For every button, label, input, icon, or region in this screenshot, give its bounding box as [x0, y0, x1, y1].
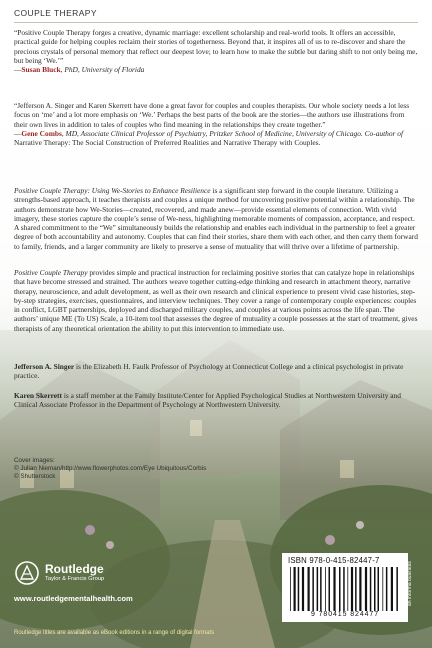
- credit-line: © Julian Nieman/http://www.flowerphotos.com/Eye Ubiquitous/Corbis: [14, 465, 207, 472]
- routledge-logo-icon: [14, 560, 40, 586]
- description-paragraph-1: [14, 186, 418, 251]
- publisher-group: Taylor & Francis Group: [45, 576, 105, 582]
- series-label: COUPLE THERAPY: [14, 8, 97, 18]
- endorsement-attribution: —Gene Combs, MD, Associate Clinical Professor of Psychiatry, Pritzker School of Medicine, University of Chicago. Co-author of Narrative Therapy: The Social Construction of Preferred Realities and Narrative Therapy with Couples.: [14, 128, 404, 148]
- author-name: Karen Skerrett: [14, 391, 62, 400]
- credits-heading: Cover images:: [14, 457, 55, 464]
- author-bio-singer: [14, 362, 418, 381]
- imprint-note: an informa business: [407, 561, 413, 606]
- endorsement-attribution: —Susan Bluck, PhD, University of Florida: [14, 65, 145, 75]
- book-title-short: Positive Couple Therapy: [14, 268, 88, 277]
- description-paragraph-2: [14, 268, 418, 333]
- endorser-affiliation: , MD, Associate Clinical Professor of Psychiatry, Pritzker School of Medicine, University of Chicago. Co-author of: [61, 128, 404, 138]
- author-bio-text: is the Elizabeth H. Faulk Professor of Psychology at Connecticut College and a clinical psychologist in private practice.: [14, 362, 404, 381]
- barcode-digits: 9 780415 824477: [311, 611, 379, 618]
- endorser-works: Narrative Therapy: The Social Construction of Preferred Realities and Narrative Therapy with Couples.: [14, 138, 321, 148]
- author-name: Jefferson A. Singer: [14, 362, 75, 371]
- endorsement-combs: [14, 101, 418, 147]
- cover-image-credits: [14, 457, 206, 481]
- publisher-website[interactable]: www.routledgementalhealth.com: [14, 594, 133, 603]
- endorsement-bluck: [14, 28, 418, 74]
- publisher-logo: [14, 560, 104, 586]
- description-text: is a significant step forward in the couple literature. Utilizing a strengths-based approach, it teaches therapists and couples a unique method for uncovering positive potential within a relationship. The authors demonstrate how We-Stories—created, recovered, and made anew—provide essential elements of connection. With vivid imagery, these stories capture the couple’s sense of We-ness, highlighting memorable moments of compassion, acceptance, and respect. A shared commitment to the “We” simultaneously builds the relationship and enables each individual in the partnership to feel a greater degree of both accountability and autonomy. Couples that can find their stories, share them with each other, and then carry them forward to family, friends, and a larger community are likely to preserve a sense of mutuality that will thrive over a lifetime of partnership.: [14, 186, 418, 251]
- barcode-icon: [288, 567, 402, 611]
- ebook-footnote: Routledge titles are available as eBook editions in a range of digital formats: [14, 630, 215, 636]
- author-bio-skerrett: [14, 391, 418, 410]
- author-bio-text: is a staff member at the Family Institute/Center for Applied Psychological Studies at Northwestern University and Clinical Associate Professor in the Department of Psychology at Northwestern University.: [14, 391, 401, 410]
- endorser-name: Gene Combs: [21, 128, 62, 138]
- header-rule: [14, 22, 418, 23]
- isbn-label: ISBN 978-0-415-82447-7: [288, 556, 380, 565]
- credit-line: © Shutterstock: [14, 473, 56, 480]
- endorsement-text: “Jefferson A. Singer and Karen Skerrett have done a great favor for couples and couples therapists. Our whole society needs a lot less focus on ‘me’ and a lot more emphasis on ‘We.’ Perhaps the best parts of the book are the stories—the authors use illustrations from their own lives in addition to tales of couples who find meaning in the relationships they create together.”: [14, 101, 410, 129]
- book-title: Positive Couple Therapy: Using We-Stories to Enhance Resilience: [14, 186, 211, 195]
- endorser-affiliation: , PhD, University of Florida: [60, 65, 145, 75]
- endorsement-text: “Positive Couple Therapy forges a creative, dynamic marriage: excellent scholarship and real-world tools. It offers an accessible, practical guide for helping couples reclaim their stories of togetherness. Beyond that, it inspires all of us to re-discover and share the precious crystals of personal memory that reflect our deepest love; to learn how to make the subtle but daring shift to not only being me, but being ‘We.’”: [14, 28, 418, 65]
- description-text: provides simple and practical instruction for reclaiming positive stories that can catalyze hope in relationships that have become stressed and strained. The authors weave together cutting-edge thinking and research in attachment theory, narrative therapy, neuroscience, and adult development, as well as their own research and clinical experience to present vivid case histories, step-by-step strategies, exercises, questionnaires, and interview techniques. They cover a range of contemporary couple experiences: couples in conflict, LGBT partnerships, deployed and discharged military couples, and couples at various points across the life span. The authors’ unique ME (To US) Scale, a 10-item tool that assesses the degree of mutuality a couple possesses at the start of treatment, gives therapists of any theoretical orientation the ability to put this intervention to immediate use.: [14, 268, 418, 333]
- publisher-name: Routledge: [45, 562, 104, 576]
- isbn-barcode-panel: [282, 553, 408, 622]
- endorser-name: Susan Bluck: [21, 65, 61, 75]
